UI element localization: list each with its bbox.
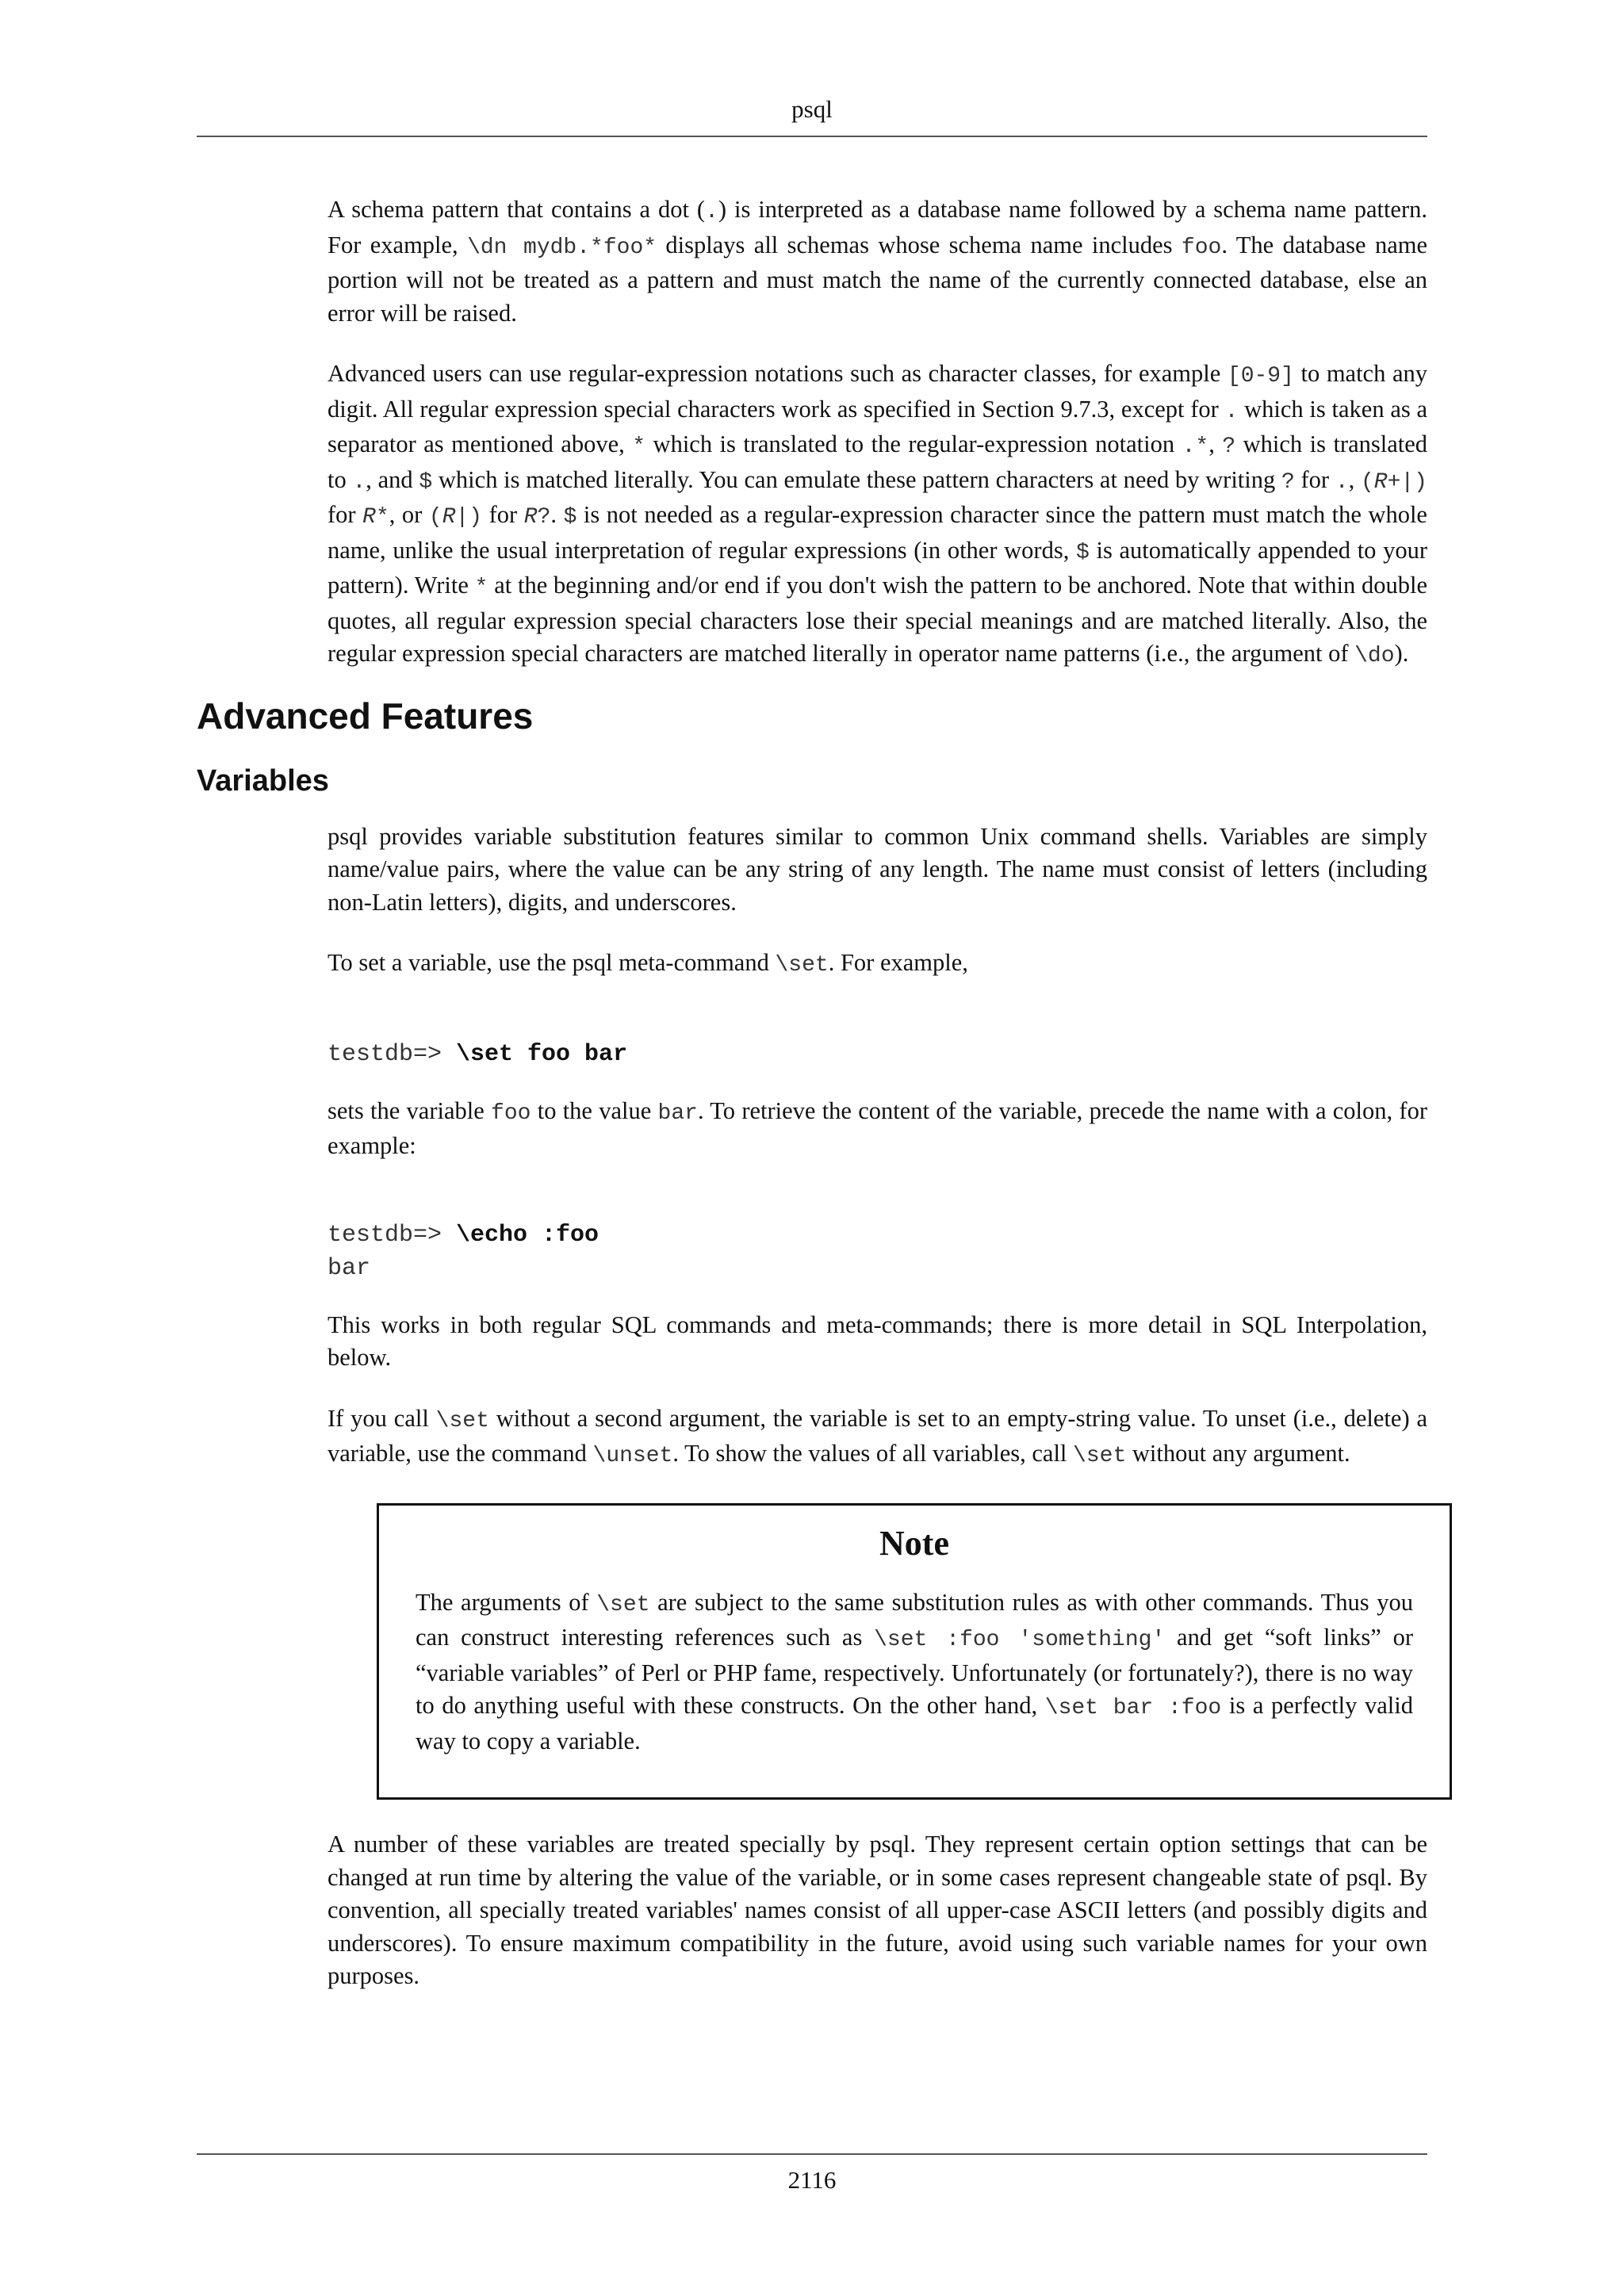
inline-code: ( [1360, 469, 1374, 495]
code-example-echo [327, 1219, 1427, 1285]
code-command: \set foo bar [456, 1040, 628, 1068]
inline-code: +|) [1387, 469, 1427, 495]
code-command: \echo :foo [456, 1221, 599, 1249]
inline-code: * [632, 434, 646, 459]
header-rule [197, 136, 1427, 137]
inline-code-italic: R [523, 505, 538, 530]
section-heading-advanced-features: Advanced Features [197, 695, 534, 737]
code-prompt: testdb=> [327, 1221, 457, 1249]
paragraph-set-variable: To set a variable, use the psql meta-command \set. For example, [327, 949, 968, 978]
inline-code: \set [1073, 1444, 1127, 1468]
inline-code: bar [657, 1100, 698, 1126]
note-box [377, 1503, 1452, 1800]
inline-code: . [705, 200, 718, 224]
inline-code-italic: R [1373, 469, 1388, 495]
inline-code: * [474, 576, 488, 600]
inline-code: . [1224, 399, 1239, 424]
inline-code: ? [1281, 469, 1295, 495]
inline-code: $ [563, 505, 577, 530]
paragraph-schema-pattern: A schema pattern that contains a dot (.) is interpreted as a database name followed by a schema name pattern. For example, \dn mydb.*foo* displays all schemas whose schema name includes foo. The database name portion will not be treated as a pattern and must match the name of the currently connected database, else an error will be raised. [327, 196, 1427, 327]
running-header: psql [791, 95, 833, 123]
inline-code: \set [596, 1592, 650, 1617]
paragraph-special-variables: A number of these variables are treated specially by psql. They represent certain option settings that can be changed at run time by altering the value of the variable, or in some cases represent changeable state of psql. By convention, all specially treated variables' names consist of all upper-case ASCII letters (and possibly digits and underscores). To ensure maximum compatibility in the future, avoid using such variable names for your own purposes. [327, 1831, 1427, 1989]
paragraph-sql-interpolation: This works in both regular SQL commands and meta-commands; there is more detail in SQL Interpolation, below. [327, 1311, 1427, 1371]
inline-code: \set [435, 1408, 489, 1433]
note-title: Note [879, 1523, 949, 1563]
paragraph-retrieve-variable: sets the variable foo to the value bar. To retrieve the content of the variable, precede the name with a colon, for example: [327, 1096, 1427, 1159]
page-content [0, 193, 1624, 1993]
paragraph-unset: If you call \set without a second argument, the variable is set to an empty-string value. To unset (i.e., delete) a variable, use the command \unset. To show the values of all variables, call \set without any argument. [327, 1404, 1427, 1468]
inline-code: foo [1181, 235, 1222, 260]
inline-code: \set [775, 953, 829, 978]
inline-code: foo [491, 1100, 531, 1126]
inline-code: \dn mydb.*foo* [467, 235, 657, 260]
subsection-heading-variables: Variables [197, 763, 329, 798]
note-body: The arguments of \set are subject to the same substitution rules as with other commands. Thus you can construct interesting references such as \set :foo 'something' and get “soft links” or “variable variables” of Perl or PHP fame, respectively. Unfortunately (or fortunately?), there is no way to do anything useful with these constructs. On the other hand, \set bar :foo is a perfectly valid way to copy a variable. [416, 1588, 1413, 1755]
inline-code: $ [419, 469, 433, 495]
inline-code-italic: R [442, 505, 456, 530]
inline-code: . [1335, 469, 1349, 495]
footer-rule [197, 2153, 1427, 2155]
inline-code: \set :foo 'something' [874, 1628, 1166, 1652]
code-prompt: testdb=> [327, 1040, 457, 1068]
inline-code: ? [537, 505, 551, 530]
inline-code: .* [1182, 434, 1209, 459]
inline-code: ? [1222, 434, 1236, 459]
inline-code-italic: R [362, 505, 376, 530]
code-output: bar [327, 1254, 371, 1282]
inline-code: \set bar :foo [1044, 1696, 1222, 1720]
inline-code: \unset [592, 1444, 673, 1468]
inline-code: \do [1354, 644, 1395, 668]
page-number: 2116 [787, 2166, 837, 2194]
inline-code: * [375, 505, 389, 530]
inline-code: [0-9] [1227, 364, 1294, 388]
inline-code: . [352, 469, 366, 495]
paragraph-variables-intro: psql provides variable substitution features similar to common Unix command shells. Variables are simply name/value pairs, where the value can be any string of any length. The name must consist of letters (including non-Latin letters), digits, and underscores. [327, 822, 1427, 916]
paragraph-regex-notation: Advanced users can use regular-expression notations such as character classes, for example [0-9] to match any digit. All regular expression special characters work as specified in Section 9.7.3, except for . which is taken as a separator as mentioned above, * which is translated to the regular-expression notation .*, ? which is translated to ., and $ which is matched literally. You can emulate these pattern characters at need by writing ? for ., (R+|) for R*, or (R|) for R?. $ is not needed as a regular-expression character since the pattern must match the whole name, unlike the usual interpretation of regular expressions (in other words, $ is automatically appended to your pattern). Write * at the beginning and/or end if you don't wish the pattern to be anchored. Note that within double quotes, all regular expression special characters lose their special meanings and are matched literally. Also, the regular expression special characters are matched literally in operator name patterns (i.e., the argument of \do). [327, 360, 1428, 668]
inline-code: ( [428, 505, 442, 530]
inline-code: $ [1076, 540, 1090, 565]
code-example-set [327, 1038, 1427, 1071]
inline-code: |) [455, 505, 483, 530]
